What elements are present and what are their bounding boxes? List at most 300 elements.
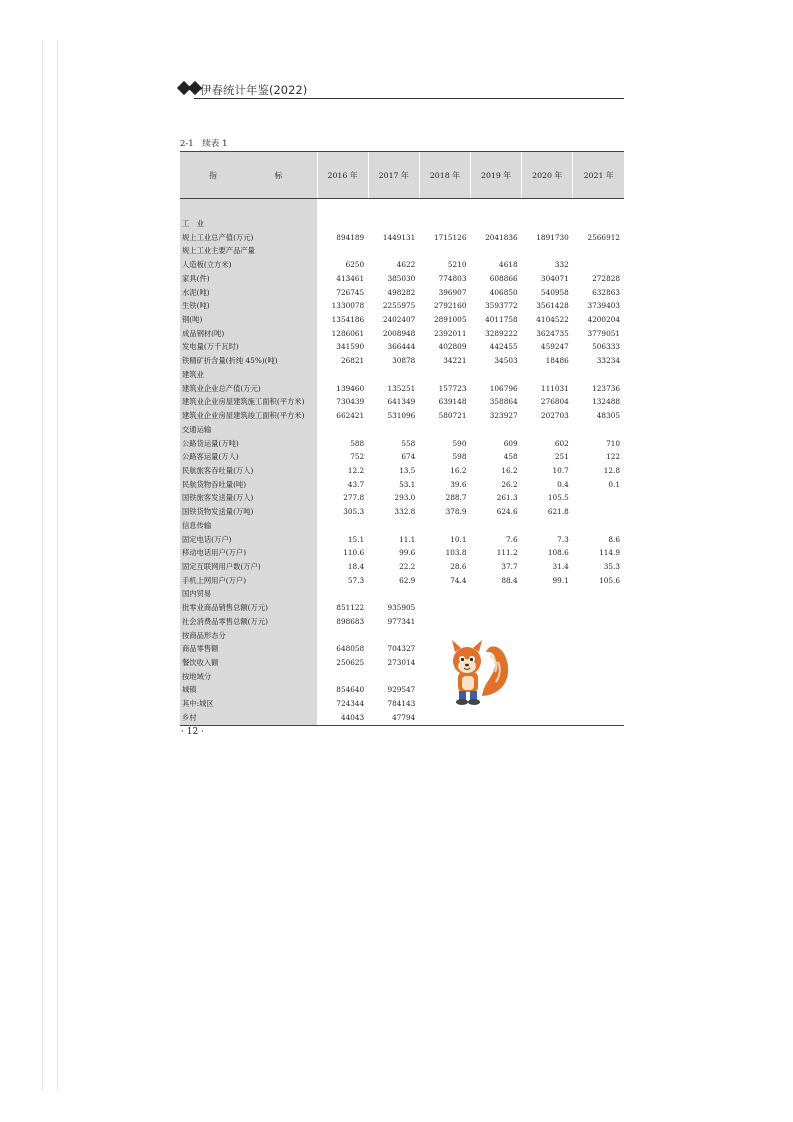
table-row bbox=[180, 560, 624, 574]
row-value bbox=[573, 244, 624, 258]
row-value bbox=[573, 423, 624, 437]
row-label: 餐饮收入额 bbox=[180, 656, 317, 670]
statistics-table-container bbox=[180, 151, 624, 726]
row-value: 1286061 bbox=[331, 328, 365, 338]
row-value bbox=[470, 519, 521, 533]
row-label: 建筑业企业房屋建筑施工面积(平方米) bbox=[180, 395, 317, 409]
row-value: 726745 bbox=[336, 287, 365, 297]
row-value bbox=[470, 615, 521, 629]
row-value bbox=[317, 368, 368, 382]
row-value: 358864 bbox=[489, 397, 518, 407]
page-edge-line-left bbox=[42, 40, 43, 1090]
table-row bbox=[180, 533, 624, 547]
table-row bbox=[180, 574, 624, 588]
table-row bbox=[180, 437, 624, 451]
row-value: 16.2 bbox=[501, 465, 518, 475]
statistics-table bbox=[180, 151, 624, 726]
row-label: 民航货物吞吐量(吨) bbox=[180, 478, 317, 492]
row-value: 250625 bbox=[336, 658, 365, 667]
row-value: 704327 bbox=[387, 644, 416, 654]
row-value bbox=[573, 258, 624, 272]
row-value: 272828 bbox=[592, 273, 620, 283]
row-value bbox=[317, 629, 368, 643]
row-value bbox=[368, 670, 419, 684]
table-row bbox=[180, 354, 624, 368]
row-value bbox=[573, 217, 624, 231]
table-spacer-row bbox=[180, 199, 624, 218]
row-value bbox=[419, 601, 470, 615]
row-value bbox=[573, 670, 624, 684]
row-value bbox=[573, 601, 624, 615]
row-value: 3593772 bbox=[485, 301, 518, 311]
row-label: 按地域分 bbox=[180, 670, 317, 684]
row-value: 2891005 bbox=[433, 315, 467, 325]
row-value: 10.1 bbox=[450, 534, 467, 544]
row-value bbox=[368, 519, 419, 533]
table-row bbox=[180, 313, 624, 327]
table-caption-text: 续表 1 bbox=[202, 139, 228, 149]
row-value bbox=[522, 629, 573, 643]
row-value bbox=[470, 601, 521, 615]
row-value: 103.8 bbox=[445, 548, 467, 558]
table-row bbox=[180, 395, 624, 409]
row-value bbox=[470, 587, 521, 601]
table-number: 2-1 bbox=[180, 139, 194, 149]
row-value: 621.8 bbox=[547, 507, 569, 517]
row-value: 44043 bbox=[317, 711, 368, 725]
row-value bbox=[573, 519, 624, 533]
table-row bbox=[180, 299, 624, 313]
row-value: 588 bbox=[350, 438, 365, 448]
row-value bbox=[522, 601, 573, 615]
row-value: 18486 bbox=[545, 356, 569, 366]
row-value: 2402407 bbox=[382, 315, 416, 325]
table-row bbox=[180, 340, 624, 354]
year-column-header: 2017 年 bbox=[368, 152, 419, 199]
row-label: 规上工业主要产品产量 bbox=[180, 244, 317, 258]
row-value: 2041836 bbox=[485, 232, 518, 242]
table-row bbox=[180, 272, 624, 286]
row-value bbox=[573, 683, 624, 697]
row-value: 34221 bbox=[443, 356, 467, 366]
table-row bbox=[180, 244, 624, 258]
row-value bbox=[368, 423, 419, 437]
row-value: 276804 bbox=[540, 397, 569, 407]
row-label: 发电量(万千瓦时) bbox=[180, 340, 317, 354]
row-value: 16.2 bbox=[450, 465, 467, 475]
row-value: 7.6 bbox=[506, 534, 518, 544]
row-value: 53.1 bbox=[399, 479, 416, 489]
row-label: 工 业 bbox=[180, 217, 317, 231]
row-value: 1891730 bbox=[536, 232, 569, 242]
row-value bbox=[573, 711, 624, 725]
row-value: 602 bbox=[554, 438, 569, 448]
table-row bbox=[180, 231, 624, 245]
row-label: 其中:城区 bbox=[180, 697, 317, 711]
row-value: 111.2 bbox=[496, 548, 518, 558]
row-value: 894189 bbox=[336, 232, 365, 242]
table-row bbox=[180, 258, 624, 272]
row-label: 国铁货物发送量(万吨) bbox=[180, 505, 317, 519]
row-value bbox=[573, 642, 624, 656]
row-value: 37.7 bbox=[501, 561, 518, 571]
table-row bbox=[180, 587, 624, 601]
table-row bbox=[180, 423, 624, 437]
row-value: 929547 bbox=[387, 685, 416, 695]
row-value: 304071 bbox=[540, 273, 569, 283]
row-value: 0.1 bbox=[608, 479, 620, 489]
row-value: 22.2 bbox=[399, 561, 416, 571]
row-label: 城镇 bbox=[180, 683, 317, 697]
header-rule bbox=[194, 98, 624, 99]
table-row bbox=[180, 450, 624, 464]
row-value: 752 bbox=[350, 452, 365, 462]
row-value: 202703 bbox=[540, 411, 569, 421]
row-label: 水泥(吨) bbox=[180, 286, 317, 300]
row-value bbox=[470, 711, 521, 725]
row-value: 641349 bbox=[387, 397, 416, 407]
row-label: 手机上网用户(万户) bbox=[180, 574, 317, 588]
table-row bbox=[180, 615, 624, 629]
table-row bbox=[180, 711, 624, 725]
table-row bbox=[180, 670, 624, 684]
row-value: 406850 bbox=[489, 287, 518, 297]
row-label: 信息传输 bbox=[180, 519, 317, 533]
row-label-spacer bbox=[180, 199, 317, 218]
row-value: 558 bbox=[401, 438, 416, 448]
row-value bbox=[317, 217, 368, 231]
row-value: 609 bbox=[503, 438, 518, 448]
row-value: 2008948 bbox=[382, 328, 416, 338]
row-value: 977341 bbox=[387, 616, 416, 626]
row-value: 111031 bbox=[540, 383, 569, 393]
row-value: 30878 bbox=[392, 356, 416, 366]
row-value: 26.2 bbox=[501, 479, 518, 489]
row-value bbox=[368, 217, 419, 231]
row-value: 332.8 bbox=[394, 507, 416, 517]
row-label: 钢(吨) bbox=[180, 313, 317, 327]
row-value bbox=[573, 587, 624, 601]
row-value bbox=[522, 244, 573, 258]
row-label: 成品钢材(吨) bbox=[180, 327, 317, 341]
row-value: 4104522 bbox=[536, 315, 569, 325]
row-value: 13.5 bbox=[399, 465, 416, 475]
row-value bbox=[470, 423, 521, 437]
row-value: 88.4 bbox=[501, 575, 518, 585]
row-value: 724344 bbox=[336, 699, 365, 709]
table-row bbox=[180, 601, 624, 615]
table-row bbox=[180, 683, 624, 697]
table-row bbox=[180, 491, 624, 505]
row-value: 730439 bbox=[336, 397, 365, 407]
row-value bbox=[573, 368, 624, 382]
row-value bbox=[522, 697, 573, 711]
row-value bbox=[419, 587, 470, 601]
row-value: 385030 bbox=[387, 273, 416, 283]
row-value: 710 bbox=[606, 438, 620, 448]
row-value bbox=[470, 217, 521, 231]
row-value: 3624735 bbox=[536, 328, 569, 338]
row-label: 移动电话用户(万户) bbox=[180, 546, 317, 560]
row-value: 590 bbox=[452, 438, 467, 448]
row-value bbox=[522, 642, 573, 656]
row-value: 639148 bbox=[438, 397, 467, 407]
row-value: 108.6 bbox=[547, 548, 569, 558]
row-label: 规上工业总产值(万元) bbox=[180, 231, 317, 245]
row-value bbox=[419, 615, 470, 629]
year-column-header: 2020 年 bbox=[522, 152, 573, 199]
row-value: 39.6 bbox=[450, 479, 467, 489]
row-value: 3779051 bbox=[587, 328, 620, 338]
row-label: 建筑业 bbox=[180, 368, 317, 382]
row-label: 乡村 bbox=[180, 711, 317, 725]
row-label: 社会消费品零售总额(万元) bbox=[180, 615, 317, 629]
row-value: 62.9 bbox=[399, 575, 416, 585]
row-label: 固定电话(万户) bbox=[180, 533, 317, 547]
row-value: 288.7 bbox=[445, 493, 467, 503]
row-value: 0.4 bbox=[557, 479, 569, 489]
row-value: 506333 bbox=[592, 342, 620, 352]
table-row bbox=[180, 546, 624, 560]
row-value bbox=[573, 491, 624, 505]
row-value bbox=[317, 244, 368, 258]
row-value: 498282 bbox=[387, 287, 416, 297]
row-label: 按商品形态分 bbox=[180, 629, 317, 643]
row-label: 人造板(立方米) bbox=[180, 258, 317, 272]
row-value: 135251 bbox=[387, 383, 416, 393]
row-value: 341590 bbox=[336, 342, 365, 352]
row-value: 4618 bbox=[499, 260, 518, 270]
row-value: 413461 bbox=[336, 273, 365, 283]
row-value: 366444 bbox=[387, 342, 416, 352]
row-value bbox=[368, 368, 419, 382]
row-value: 459247 bbox=[540, 342, 569, 352]
row-value bbox=[317, 670, 368, 684]
row-value bbox=[522, 615, 573, 629]
row-value: 898683 bbox=[336, 616, 365, 626]
row-value: 3289222 bbox=[485, 328, 518, 338]
row-value: 18.4 bbox=[347, 561, 365, 571]
row-value: 323927 bbox=[489, 411, 518, 421]
running-header bbox=[178, 82, 624, 100]
year-column-header: 2016 年 bbox=[317, 152, 368, 199]
row-value bbox=[573, 615, 624, 629]
year-column-header: 2021 年 bbox=[573, 152, 624, 199]
row-value: 540958 bbox=[540, 287, 569, 297]
row-value: 34503 bbox=[494, 356, 518, 366]
table-row bbox=[180, 697, 624, 711]
row-value: 662421 bbox=[336, 411, 365, 421]
row-value: 580721 bbox=[438, 411, 467, 421]
row-value: 3739403 bbox=[587, 301, 620, 311]
yearbook-title: 伊春统计年鉴(2022) bbox=[200, 83, 308, 97]
row-value: 784143 bbox=[387, 699, 416, 709]
row-value: 99.6 bbox=[399, 548, 416, 558]
table-row bbox=[180, 478, 624, 492]
row-value: 122 bbox=[606, 452, 620, 462]
row-value: 123736 bbox=[592, 383, 620, 393]
row-value: 12.8 bbox=[603, 465, 620, 475]
row-label: 生铁(吨) bbox=[180, 299, 317, 313]
row-value bbox=[470, 244, 521, 258]
row-value: 1330078 bbox=[331, 301, 365, 311]
row-value bbox=[419, 423, 470, 437]
row-value bbox=[419, 711, 470, 725]
row-value: 2792160 bbox=[433, 301, 467, 311]
row-value bbox=[522, 423, 573, 437]
page-number: · 12 · bbox=[181, 727, 204, 737]
row-label: 固定互联网用户数(万户) bbox=[180, 560, 317, 574]
row-value: 28.6 bbox=[450, 561, 467, 571]
row-value: 458 bbox=[503, 452, 518, 462]
row-value: 157723 bbox=[438, 383, 467, 393]
page-edge-line-right bbox=[57, 40, 58, 1090]
row-value: 1715126 bbox=[433, 232, 467, 242]
row-value: 273014 bbox=[387, 658, 416, 667]
row-value: 402809 bbox=[438, 342, 467, 352]
row-value bbox=[522, 711, 573, 725]
row-value: 2566912 bbox=[587, 232, 620, 242]
row-label: 公路货运量(万吨) bbox=[180, 437, 317, 451]
row-value: 33234 bbox=[596, 356, 620, 366]
row-value: 8.6 bbox=[608, 534, 620, 544]
row-value bbox=[522, 368, 573, 382]
row-value: 48305 bbox=[596, 411, 620, 421]
table-row bbox=[180, 409, 624, 423]
row-label: 国内贸易 bbox=[180, 587, 317, 601]
row-value: 47794 bbox=[368, 711, 419, 725]
row-value: 774803 bbox=[438, 273, 467, 283]
row-value: 106796 bbox=[489, 383, 518, 393]
table-row bbox=[180, 464, 624, 478]
row-label: 批零业商品销售总额(万元) bbox=[180, 601, 317, 615]
row-value: 1354186 bbox=[331, 315, 365, 325]
row-label: 建筑业企业房屋建筑竣工面积(平方米) bbox=[180, 409, 317, 423]
squirrel-mascot-icon bbox=[440, 636, 514, 706]
table-caption bbox=[180, 137, 234, 149]
row-value: 624.6 bbox=[496, 507, 518, 517]
row-value: 1449131 bbox=[382, 232, 416, 242]
row-value: 10.7 bbox=[552, 465, 569, 475]
row-value: 674 bbox=[401, 452, 416, 462]
row-value: 12.2 bbox=[347, 465, 365, 475]
table-row bbox=[180, 629, 624, 643]
row-value bbox=[419, 519, 470, 533]
row-value: 935905 bbox=[387, 603, 416, 613]
table-row bbox=[180, 382, 624, 396]
table-row bbox=[180, 656, 624, 670]
row-value bbox=[573, 505, 624, 519]
year-column-header: 2019 年 bbox=[470, 152, 521, 199]
row-value bbox=[522, 519, 573, 533]
row-value bbox=[317, 423, 368, 437]
row-value: 531096 bbox=[387, 411, 416, 421]
row-label: 商品零售额 bbox=[180, 642, 317, 656]
table-row bbox=[180, 519, 624, 533]
row-value: 305.3 bbox=[343, 507, 365, 517]
row-value bbox=[368, 629, 419, 643]
table-body bbox=[180, 199, 624, 726]
row-value: 396907 bbox=[438, 287, 467, 297]
row-value: 57.3 bbox=[347, 575, 365, 585]
row-value: 632863 bbox=[592, 287, 620, 297]
row-label: 国铁旅客发送量(万人) bbox=[180, 491, 317, 505]
table-row bbox=[180, 368, 624, 382]
row-value: 132488 bbox=[592, 397, 620, 407]
row-value: 3561428 bbox=[536, 301, 569, 311]
row-label: 家具(件) bbox=[180, 272, 317, 286]
row-value: 26821 bbox=[340, 356, 365, 366]
row-value: 378.9 bbox=[445, 507, 467, 517]
row-label: 公路客运量(万人) bbox=[180, 450, 317, 464]
table-row bbox=[180, 642, 624, 656]
row-value: 5210 bbox=[447, 260, 467, 270]
row-value: 2392011 bbox=[433, 328, 467, 338]
row-value bbox=[419, 368, 470, 382]
table-row bbox=[180, 217, 624, 231]
row-value: 105.6 bbox=[599, 575, 620, 585]
row-value: 854640 bbox=[336, 685, 365, 695]
row-label: 建筑业企业总产值(万元) bbox=[180, 382, 317, 396]
row-label: 交通运输 bbox=[180, 423, 317, 437]
row-value: 15.1 bbox=[347, 534, 365, 544]
row-value: 139460 bbox=[336, 383, 365, 393]
row-value: 35.3 bbox=[603, 561, 620, 571]
row-value: 31.4 bbox=[552, 561, 569, 571]
table-row bbox=[180, 327, 624, 341]
table-row bbox=[180, 505, 624, 519]
row-value: 74.4 bbox=[450, 575, 467, 585]
row-value: 261.3 bbox=[496, 493, 518, 503]
row-label: 民航旅客吞吐量(万人) bbox=[180, 464, 317, 478]
row-value: 7.3 bbox=[557, 534, 569, 544]
row-value bbox=[522, 670, 573, 684]
row-value: 105.5 bbox=[547, 493, 569, 503]
row-value bbox=[522, 683, 573, 697]
row-label: 铁精矿折含量(折纯 45%)(吨) bbox=[180, 354, 317, 368]
table-header-row bbox=[180, 152, 624, 199]
row-value bbox=[522, 587, 573, 601]
row-value bbox=[573, 656, 624, 670]
row-value: 6250 bbox=[345, 260, 365, 270]
row-value: 251 bbox=[554, 452, 569, 462]
year-column-header: 2018 年 bbox=[419, 152, 470, 199]
indicator-column-header: 指 标 bbox=[180, 152, 317, 199]
row-value bbox=[573, 697, 624, 711]
row-value: 4200204 bbox=[587, 315, 620, 325]
row-value: 442455 bbox=[489, 342, 518, 352]
row-value bbox=[419, 217, 470, 231]
row-value bbox=[419, 244, 470, 258]
row-value bbox=[317, 587, 368, 601]
table-row bbox=[180, 286, 624, 300]
row-value: 332 bbox=[554, 260, 569, 270]
row-value: 598 bbox=[452, 452, 467, 462]
row-value: 648058 bbox=[336, 644, 365, 654]
row-value: 99.1 bbox=[552, 575, 569, 585]
row-value: 11.1 bbox=[399, 534, 416, 544]
row-value: 2255975 bbox=[382, 301, 416, 311]
row-value: 110.6 bbox=[343, 548, 365, 558]
row-value: 43.7 bbox=[347, 479, 365, 489]
row-value bbox=[522, 656, 573, 670]
row-value: 851122 bbox=[336, 603, 365, 613]
row-value bbox=[522, 217, 573, 231]
row-value: 277.8 bbox=[343, 493, 365, 503]
row-value: 293.0 bbox=[394, 493, 416, 503]
row-value bbox=[573, 629, 624, 643]
row-value: 4011758 bbox=[485, 315, 518, 325]
